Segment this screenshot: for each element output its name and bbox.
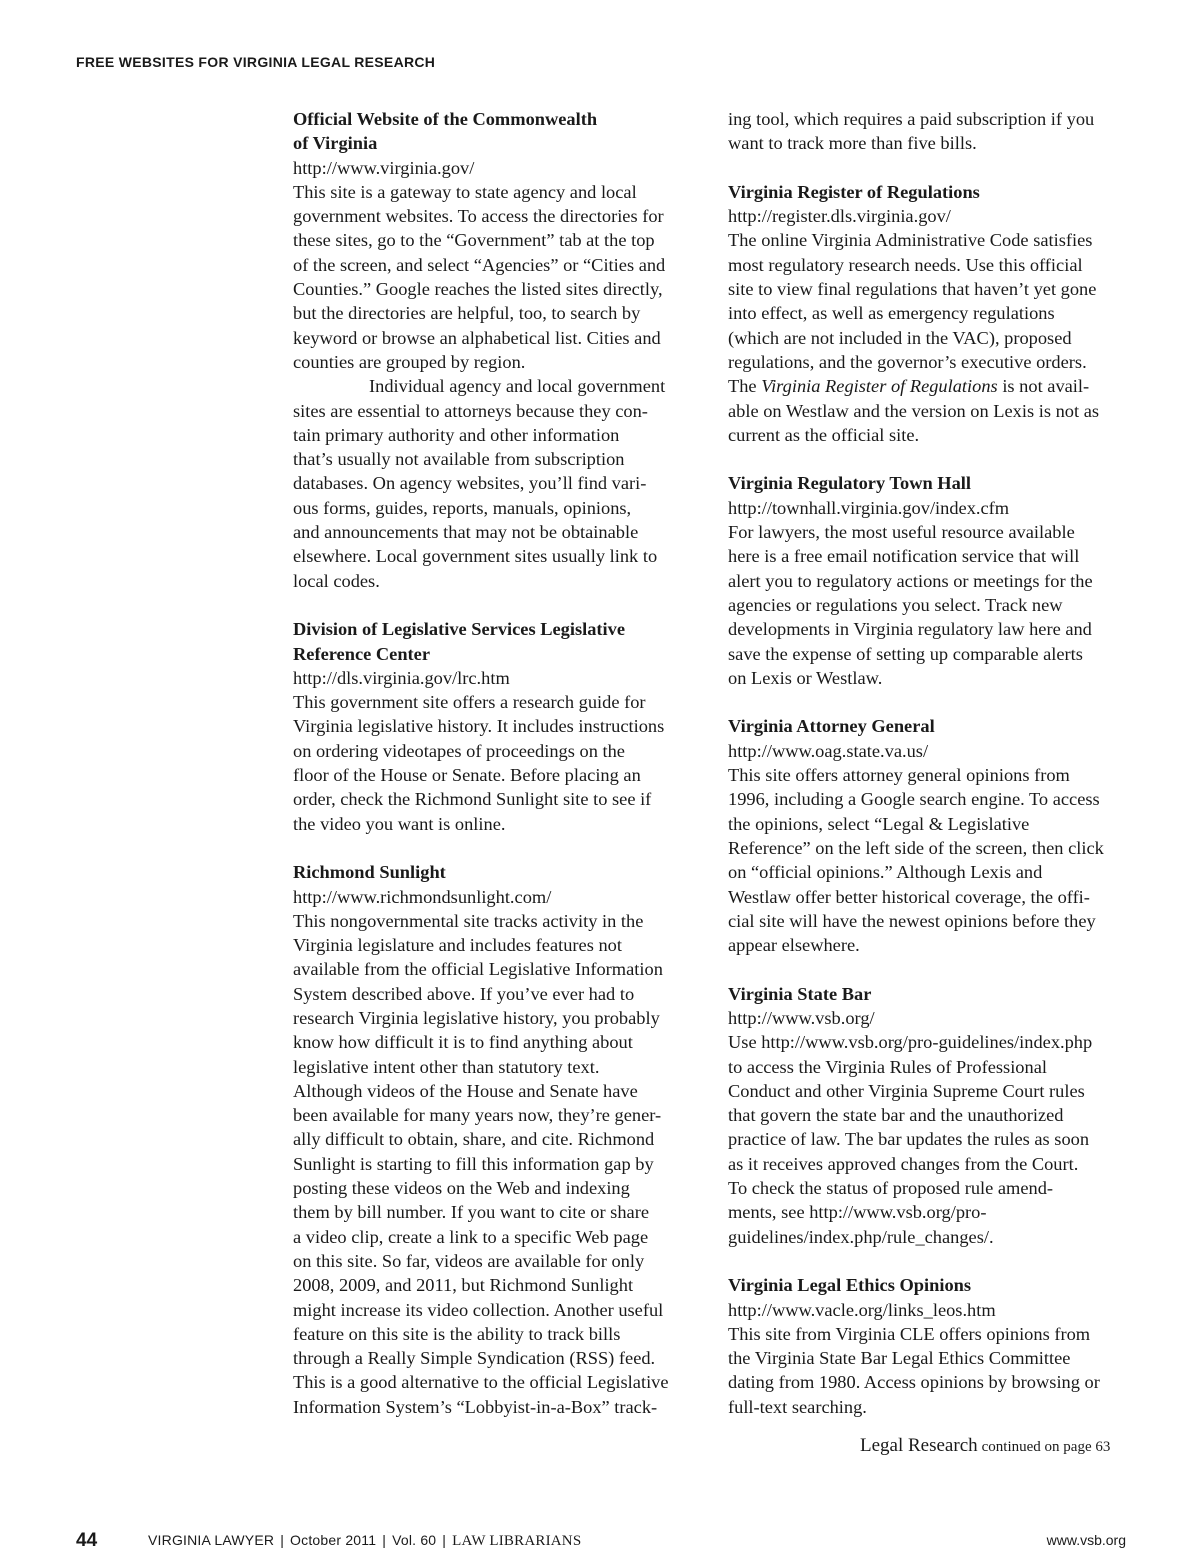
entry-legal-ethics-opinions — [728, 1273, 1128, 1419]
right-column — [728, 107, 1128, 1443]
entry-paragraph: Individual agency and local government sites are essential to attorneys because they con- tain primary authority and other information that’s usually not available from subscription databases. On agency websites, you’ll find vari- ous forms, guides, reports, manuals, opinions, and announcements that may not be obtainable elsewhere. Local government sites usually link to local codes. — [293, 376, 666, 591]
volume: Vol. 60 — [392, 1532, 437, 1548]
separator: | — [442, 1532, 447, 1548]
entry-regulatory-town-hall — [728, 471, 1128, 690]
entry-paragraph: ing tool, which requires a paid subscription if you want to track more than five bills. — [728, 109, 1095, 154]
entry-heading: Virginia Attorney General — [728, 716, 935, 737]
entry-heading: Virginia State Bar — [728, 983, 872, 1004]
page-number: 44 — [76, 1530, 98, 1551]
separator: | — [280, 1532, 285, 1548]
continued-text-link: continued on page 63 — [981, 1439, 1111, 1455]
entry-url[interactable]: http://www.vsb.org/ — [728, 1007, 875, 1028]
entry-heading: Division of Legislative Services Legislative Reference Center — [293, 619, 626, 664]
entry-paragraph: The online Virginia Administrative Code satisfies most regulatory research needs. Use this official site to view final regulations that haven’t yet gone into effect, as well as emergency regulations (which are not included in the VAC), proposed regulations, and the governor’s executive orders. The Virginia Register of Regulations is not avail- able on Westlaw and the version on Lexis is not as current as the official site. — [728, 230, 1100, 445]
entry-heading: Virginia Legal Ethics Opinions — [728, 1275, 972, 1296]
footer-url[interactable]: www.vsb.org — [1046, 1532, 1126, 1548]
entry-richmond-sunlight — [293, 860, 693, 1419]
continued-label: Legal Research — [860, 1435, 978, 1456]
entry-paragraph: This nongovernmental site tracks activity in the Virginia legislature and includes features not available from the official Legislative Information System described above. If you’ve ever had to research Virginia legislative history, you probably know how difficult it is to find anything about legislative intent other than statutory text. Although videos of the House and Senate have been available for many years now, they’re gener- ally difficult to obtain, share, and cite. Richmond Sunlight is starting to fill this information gap by posting these videos on the Web and indexing them by bill number. If you want to cite or share a video clip, create a link to a specific Web page on this site. So far, videos are available for only 2008, 2009, and 2011, but Richmond Sunlight might increase its video collection. Another useful feature on this site is the ability to track bills through a Really Simple Syndication (RSS) feed. This is a good alternative to the official Legislative Information System’s “Lobbyist-in-a-Box” track- — [293, 910, 669, 1417]
italic-title: The — [728, 376, 762, 397]
entry-attorney-general — [728, 714, 1128, 957]
entry-state-bar — [728, 982, 1128, 1249]
italic-after: is not avail- — [997, 376, 1090, 397]
entry-url[interactable]: http://dls.virginia.gov/lrc.htm — [293, 667, 510, 688]
entry-register-of-regulations — [728, 180, 1128, 447]
publication-title: Virginia Register of Regulations — [761, 376, 998, 397]
entry-heading: Official Website of the Commonwealth of Virginia — [293, 109, 598, 154]
continued-notice — [860, 1435, 1110, 1457]
entry-paragraph: This site is a gateway to state agency and local government websites. To access the directories for these sites, go to the “Government” tab at the top of the screen, and select “Agencies” or “Cities and Counties.” Google reaches the listed sites directly, but the directories are helpful, too, to search by keyword or browse an alphabetical list. Cities and counties are grouped by region. — [293, 181, 666, 372]
entry-heading: Virginia Regulatory Town Hall — [728, 473, 972, 494]
entry-paragraph: Use http://www.vsb.org/pro-guidelines/index.php to access the Virginia Rules of Professional Conduct and other Virginia Supreme Court rules that govern the state bar and the unauthorized practice of law. The bar updates the rules as soon as it receives approved changes from the Court. To check the status of proposed rule amend- ments, see http://www.vsb.org/pro- guidelines/index.php/rule_changes/. — [728, 1032, 1093, 1247]
entry-url[interactable]: http://www.virginia.gov/ — [293, 157, 475, 178]
entry-virginia-gov — [293, 107, 693, 593]
entry-heading: Richmond Sunlight — [293, 862, 446, 883]
entry-legislative-reference-center — [293, 617, 693, 836]
entry-paragraph: This site offers attorney general opinions from 1996, including a Google search engine. To access the opinions, select “Legal & Legislative Reference” on the left side of the screen, then click on “official opinions.” Although Lexis and Westlaw offer better historical coverage, the offi- cial site will have the newest opinions before they appear elsewhere. — [728, 765, 1104, 956]
entry-paragraph: This government site offers a research guide for Virginia legislative history. It includes instructions on ordering videotapes of proceedings on the floor of the House or Senate. Before placing an order, check the Richmond Sunlight site to see if the video you want is online. — [293, 692, 665, 834]
entry-url[interactable]: http://www.vacle.org/links_leos.htm — [728, 1299, 996, 1320]
continued-text — [728, 107, 1128, 156]
running-head: FREE WEBSITES FOR VIRGINIA LEGAL RESEARCH — [76, 54, 436, 70]
entry-heading: Virginia Register of Regulations — [728, 181, 980, 202]
entry-paragraph: This site from Virginia CLE offers opinions from the Virginia State Bar Legal Ethics Committee dating from 1980. Access opinions by browsing or full-text searching. — [728, 1323, 1100, 1417]
publication-info — [148, 1532, 581, 1550]
entry-paragraph: For lawyers, the most useful resource available here is a free email notification service that will alert you to regulatory actions or meetings for the agencies or regulations you select. Track new developments in Virginia regulatory law here and save the expense of setting up comparable alerts on Lexis or Westlaw. — [728, 522, 1093, 688]
left-column — [293, 107, 693, 1443]
entry-url[interactable]: http://www.oag.state.va.us/ — [728, 740, 929, 761]
page-footer — [0, 1530, 1200, 1554]
issue-date: October 2011 — [290, 1532, 377, 1548]
entry-url[interactable]: http://register.dls.virginia.gov/ — [728, 206, 951, 227]
entry-url[interactable]: http://www.richmondsunlight.com/ — [293, 886, 552, 907]
publication-name: VIRGINIA LAWYER — [148, 1532, 275, 1548]
separator: | — [382, 1532, 387, 1548]
entry-url[interactable]: http://townhall.virginia.gov/index.cfm — [728, 497, 1010, 518]
section-name: LAW LIBRARIANS — [452, 1533, 582, 1549]
